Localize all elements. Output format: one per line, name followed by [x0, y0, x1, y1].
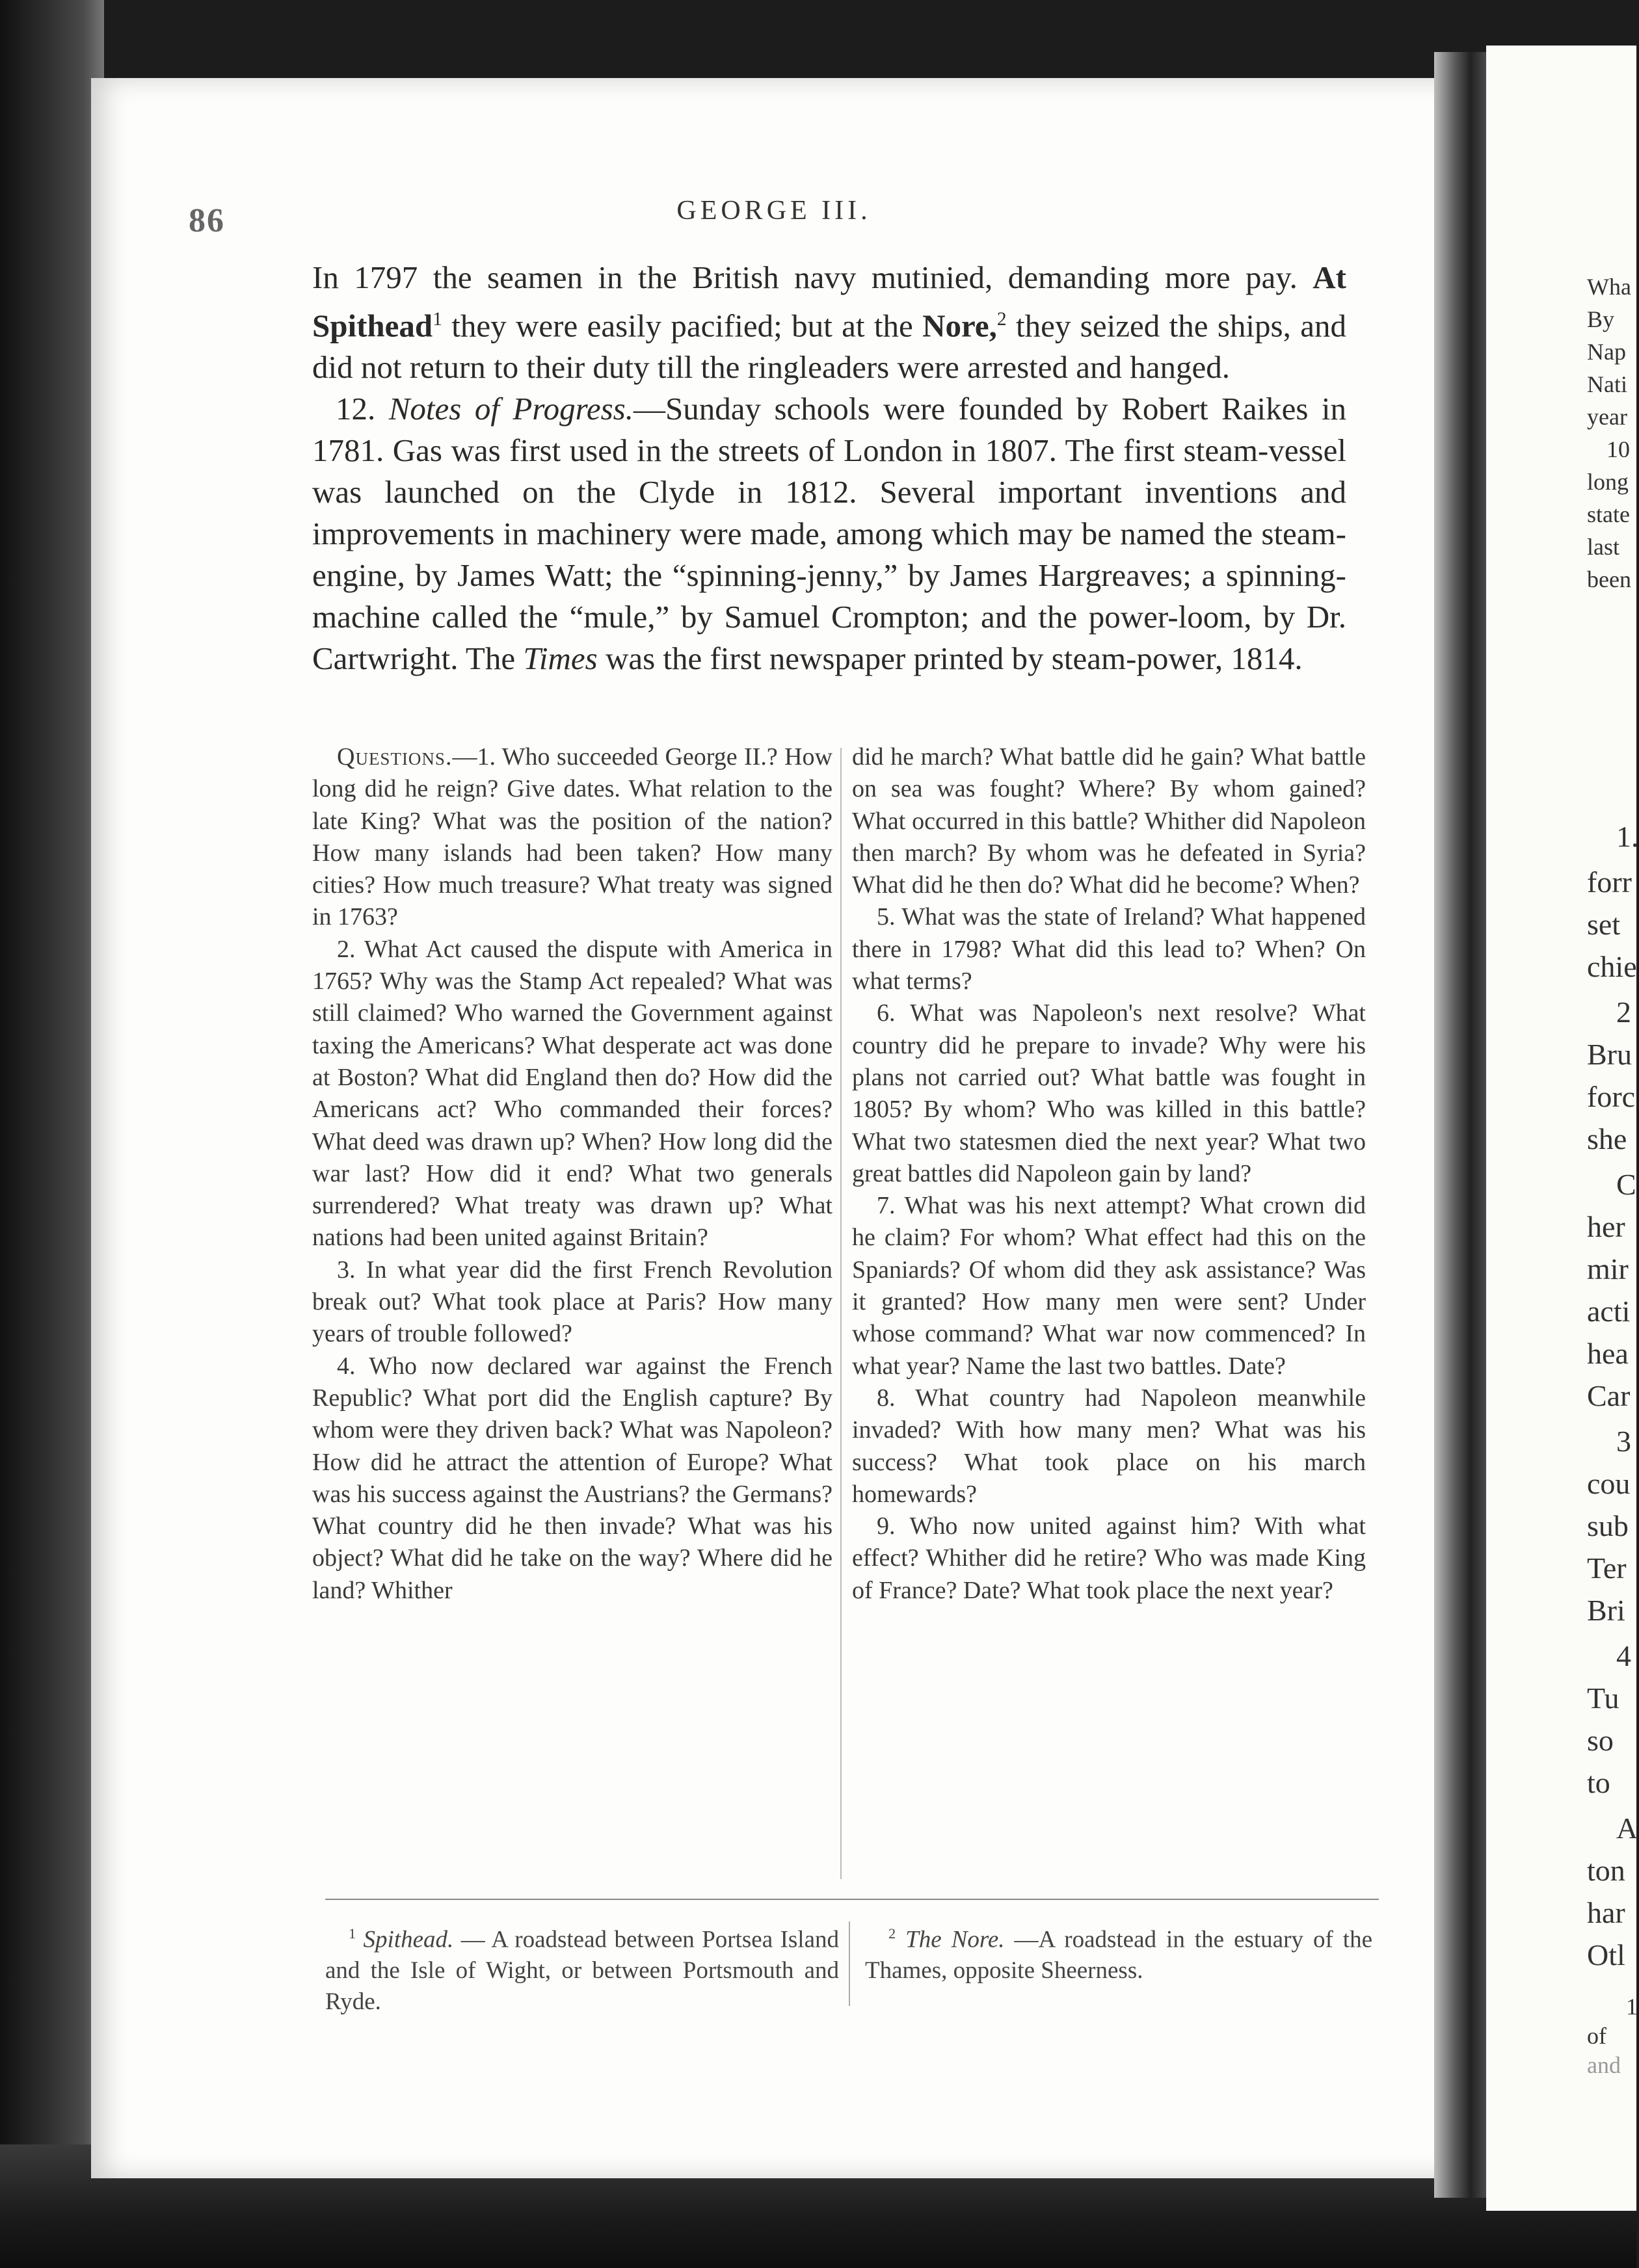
- main-text: [312, 257, 1346, 679]
- adjacent-line: 10: [1606, 436, 1630, 462]
- question-1: Questions.—1. Who succeeded George II.? How long did he reign? Give dates. What relation to the late King? What was the position of the nation? How many islands had been taken? How many cities? How much treasure? What treaty was signed in 1763?: [312, 743, 833, 931]
- footnote-ref: 2: [996, 309, 1007, 330]
- term-spithead: At Spithead: [312, 259, 1346, 344]
- adjacent-line: mir: [1587, 1252, 1629, 1286]
- adjacent-line: long: [1587, 469, 1629, 495]
- page-number: 86: [189, 202, 225, 239]
- adjacent-footnote-line: of: [1587, 2023, 1606, 2049]
- question-6: 6. What was Napoleon's next resolve? What country did he prepare to invade? Why were his plans not carried out? What battle was fought in 1805? By whom? Who was killed in this battle? What two statesmen died the next year? What two great battles did Napoleon gain by land?: [852, 999, 1366, 1187]
- adjacent-line: Nap: [1587, 339, 1626, 365]
- question-4-continued: did he march? What battle did he gain? What battle on sea was fought? Where? By whom gained? What occurred in this battle? Whither did Napoleon then march? By whom was he defeated in Syria? What did he then do? What did he become? When?: [852, 743, 1366, 899]
- adjacent-line: 4: [1616, 1639, 1631, 1672]
- paragraph-notes-of-progress: 12. Notes of Progress.—Sunday schools were founded by Robert Raikes in 1781. Gas was first used in the streets of London in 1807. The first steam-vessel was launched on the Clyde in 1812. Several important inventions and improvements in machinery were made, among which may be named the steam-engine, by James Watt; the “spinning-jenny,” by James Hargreaves; a spinning-machine called the “mule,” by Samuel Crompton; and the power-loom, by Dr. Cartwright. The Times was the first newspaper printed by steam-power, 1814.: [312, 391, 1346, 677]
- question-2: 2. What Act caused the dispute with America in 1765? Why was the Stamp Act repealed? What was still claimed? Who warned the Government against taxing the Americans? What desperate act was done at Boston? What did England then do? How did the Americans act? Who commanded their forces? What deed was drawn up? When? How long did the war last? How did it end? What two generals surrendered? What treaty was drawn up? What nations had been united against Britain?: [312, 935, 833, 1252]
- adjacent-line: A: [1616, 1812, 1638, 1845]
- adjacent-line: year: [1587, 404, 1627, 430]
- adjacent-line: hea: [1587, 1337, 1629, 1370]
- adjacent-line: been: [1587, 566, 1631, 592]
- adjacent-line: Bri: [1587, 1594, 1625, 1627]
- adjacent-line: 2: [1616, 996, 1631, 1029]
- questions-column-right: [852, 741, 1366, 1607]
- paragraph-mutiny: In 1797 the seamen in the British navy mutinied, demanding more pay. At Spithead$^1$ they were easily pacified; but at the Nore,$^2$ they seized the ships, and did not return to their duty till the ringleaders were arrested and hanged.: [312, 259, 1346, 386]
- running-title: GEORGE III.: [676, 196, 872, 226]
- adjacent-line: sub: [1587, 1509, 1629, 1542]
- adjacent-line: Bru: [1587, 1038, 1632, 1071]
- question-5: 5. What was the state of Ireland? What happened there in 1798? What did this lead to? When? On what terms?: [852, 903, 1366, 996]
- adjacent-line: chie: [1587, 950, 1637, 983]
- adjacent-line: acti: [1587, 1295, 1631, 1328]
- adjacent-line: so: [1587, 1724, 1614, 1757]
- adjacent-line: set: [1587, 908, 1621, 941]
- footnote-rule: [325, 1899, 1379, 1900]
- book-gutter: [1434, 52, 1486, 2198]
- adjacent-line: 1.: [1616, 820, 1639, 853]
- adjacent-line: Otl: [1587, 1938, 1625, 1971]
- adjacent-line: state: [1587, 501, 1630, 527]
- adjacent-line: har: [1587, 1896, 1625, 1929]
- scan-border-left: [0, 0, 104, 2268]
- footnote-2: $^2$ The Nore. —A roadstead in the estuary of the Thames, opposite Sheerness.: [865, 1925, 1372, 1984]
- footnote-1: $^1$ Spithead. — A roadstead between Portsea Island and the Isle of Wight, or between Portsmouth and Ryde.: [325, 1925, 839, 2016]
- footnote-ref: 1: [433, 309, 442, 330]
- question-4: 4. Who now declared war against the French Republic? What port did the English capture? By whom were they driven back? What was Napoleon? How did he attract the attention of Europe? What was his success against the Austrians? the Germans? What country did he then invade? What was his object? What did he take on the way? Where did he land? Whither: [312, 1352, 833, 1604]
- adjacent-line: By: [1587, 306, 1615, 332]
- adjacent-line: her: [1587, 1210, 1625, 1243]
- adjacent-line: Car: [1587, 1379, 1631, 1412]
- adjacent-line: 3: [1616, 1425, 1631, 1458]
- section-heading: Notes of Progress.: [388, 391, 633, 427]
- question-8: 8. What country had Napoleon meanwhile invaded? With how many men? What was his success? What took place on his march homewards?: [852, 1384, 1366, 1508]
- questions-label: Questions.: [337, 743, 453, 771]
- adjacent-line: C: [1616, 1168, 1636, 1201]
- adjacent-line: last: [1587, 534, 1619, 560]
- question-9: 9. Who now united against him? With what effect? Whither did he retire? Who was made King of France? Date? What took place the next year?: [852, 1512, 1366, 1604]
- footnote-divider: [849, 1921, 850, 2006]
- adjacent-line: Tu: [1587, 1681, 1619, 1715]
- footnote-term: The Nore.: [905, 1926, 1005, 1953]
- adjacent-line: cou: [1587, 1467, 1631, 1500]
- term-nore: Nore,: [922, 308, 997, 344]
- adjacent-line: forc: [1587, 1080, 1636, 1113]
- column-divider: [840, 748, 842, 1879]
- newspaper-title: Times: [523, 640, 598, 677]
- adjacent-line: Nati: [1587, 371, 1627, 397]
- question-7: 7. What was his next attempt? What crown did he claim? For whom? What effect had this on the Spaniards? Of whom did they ask assistance? Was it granted? How many men were sent? Under whose command? What war now commenced? In what year? Name the last two battles. Date?: [852, 1192, 1366, 1380]
- adjacent-line: ton: [1587, 1854, 1625, 1887]
- adjacent-footnote-line: and: [1587, 2052, 1621, 2078]
- questions-column-left: [312, 741, 833, 1607]
- question-3: 3. In what year did the first French Revolution break out? What took place at Paris? How many years of trouble followed?: [312, 1256, 833, 1348]
- page-header: [189, 189, 1359, 239]
- adjacent-page-fragment: [1486, 46, 1639, 2211]
- adjacent-footnote-line: 1: [1626, 1994, 1638, 2020]
- adjacent-line: to: [1587, 1766, 1610, 1799]
- adjacent-line: forr: [1587, 865, 1632, 899]
- footnote-term: Spithead.: [363, 1926, 454, 1953]
- adjacent-line: Ter: [1587, 1551, 1627, 1585]
- adjacent-line: Wha: [1587, 274, 1631, 300]
- adjacent-line: she: [1587, 1122, 1627, 1155]
